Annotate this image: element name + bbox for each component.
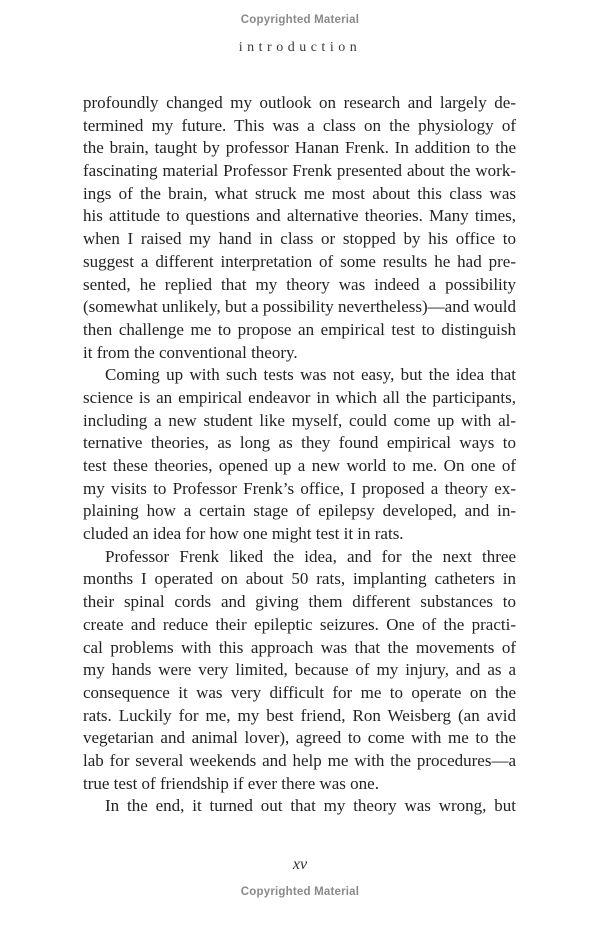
text-line: my hands were very limited, because of my injury, and as a (83, 660, 516, 680)
body-text (83, 92, 516, 818)
text-line: consequence it was very difficult for me to operate on the (83, 682, 516, 702)
text-line: ternative theories, as long as they found empirical ways to (83, 433, 516, 453)
text-line: plaining how a certain stage of epilepsy developed, and in- (83, 501, 516, 521)
text-line: profoundly changed my outlook on research and largely de- (83, 93, 516, 112)
text-line: cluded an idea for how one might test it in rats. (83, 524, 404, 544)
text-line: science is an empirical endeavor in which all the participants, (83, 387, 516, 407)
text-line: the brain, taught by professor Hanan Frenk. In addition to the (83, 138, 516, 158)
text-line: months I operated on about 50 rats, implanting catheters in (83, 569, 516, 589)
copyright-notice-top: Copyrighted Material (240, 14, 360, 26)
text-line: when I raised my hand in class or stopped by his office to (83, 229, 516, 249)
text-line: true test of friendship if ever there was one. (83, 773, 379, 793)
text-line: lab for several weekends and help me with the procedures—a (83, 750, 516, 770)
text-line: cal problems with this approach was that the movements of (83, 637, 516, 657)
text-line: Coming up with such tests was not easy, but the idea that (105, 365, 516, 385)
text-line: sented, he replied that my theory was indeed a possibility (83, 274, 516, 294)
text-line: including a new student like myself, could come up with al- (83, 410, 516, 430)
text-line: In the end, it turned out that my theory was wrong, but (105, 796, 516, 816)
text-line: vegetarian and animal lover), agreed to come with me to the (83, 728, 516, 748)
text-line: his attitude to questions and alternative theories. Many times, (83, 206, 516, 226)
copyright-notice-bottom: Copyrighted Material (240, 886, 360, 898)
text-line: create and reduce their epileptic seizures. One of the practi- (83, 614, 516, 634)
chapter-title: introduction (238, 40, 362, 55)
text-line: ings of the brain, what struck me most about this class was (83, 183, 516, 203)
text-line: (somewhat unlikely, but a possibility nevertheless)—and would (83, 297, 516, 317)
text-line: test these theories, opened up a new world to me. On one of (83, 456, 516, 475)
text-line: rats. Luckily for me, my best friend, Ron Weisberg (an avid (83, 705, 516, 725)
text-line: then challenge me to propose an empirical test to distinguish (83, 319, 516, 339)
text-line: fascinating material Professor Frenk presented about the work- (83, 161, 516, 181)
page-number: xv (292, 856, 308, 873)
text-line: suggest a different interpretation of some results he had pre- (83, 251, 516, 271)
text-line: Professor Frenk liked the idea, and for the next three (105, 546, 516, 566)
text-line: it from the conventional theory. (83, 342, 298, 362)
text-line: their spinal cords and giving them different substances to (83, 592, 516, 612)
text-line: termined my future. This was a class on the physiology of (83, 115, 516, 135)
text-line: my visits to Professor Frenk’s office, I proposed a theory ex- (83, 478, 516, 498)
